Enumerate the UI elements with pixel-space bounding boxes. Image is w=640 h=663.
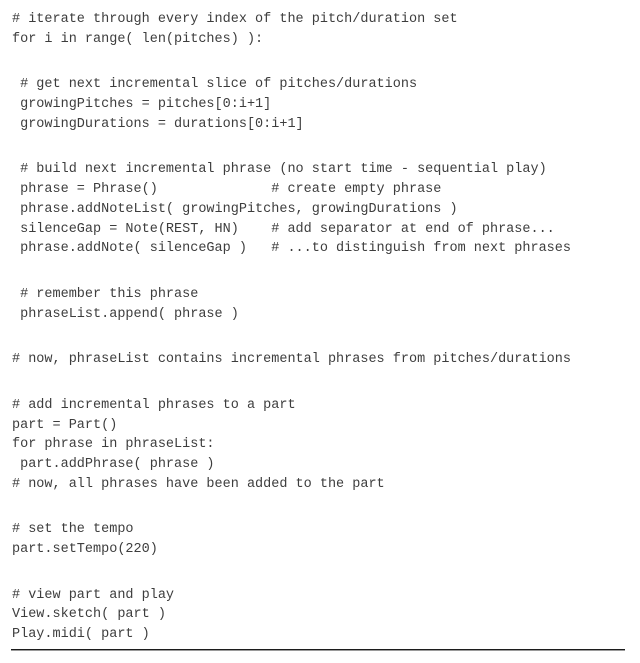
bottom-divider-rule [11,649,625,651]
code-block-incremental-slice [12,75,640,134]
code-line: part = Part() [12,417,118,433]
code-block-set-tempo [12,520,640,559]
code-block-iterate-loop [12,10,640,49]
code-line: # now, all phrases have been added to the part [12,476,385,492]
code-line: growingDurations = durations[0:i+1] [12,116,304,132]
code-line: part.addPhrase( phrase ) [12,457,215,472]
code-block-add-to-part [12,396,640,494]
code-block-remember-phrase [12,285,640,324]
code-block-view-and-play [12,586,640,645]
code-block-phraselist-comment [12,350,640,370]
code-line: View.sketch( part ) [12,607,166,623]
code-line: phrase.addNote( silenceGap ) # ...to distinguish from next phrases [12,241,571,257]
code-line: # iterate through every index of the pitch/duration set [12,12,458,27]
code-line: # build next incremental phrase (no start time - sequential play) [12,162,547,178]
code-block-build-phrase [12,160,640,258]
code-line: phraseList.append( phrase ) [12,306,239,322]
code-line: # remember this phrase [12,286,199,302]
code-line: Play.midi( part ) [12,627,150,643]
code-line: # set the tempo [12,522,134,538]
code-line: # now, phraseList contains incremental phrases from pitches/durations [12,352,571,368]
code-line: # add incremental phrases to a part [12,397,296,413]
code-line: # view part and play [12,587,175,603]
code-line: for phrase in phraseList: [12,437,215,453]
code-line: part.setTempo(220) [12,542,158,558]
code-line: phrase = Phrase() # create empty phrase [12,182,442,198]
code-line: silenceGap = Note(REST, HN) # add separator at end of phrase... [12,221,555,237]
code-line: for i in range( len(pitches) ): [12,31,264,47]
code-line: # get next incremental slice of pitches/durations [12,77,418,93]
code-line: phrase.addNoteList( growingPitches, growingDurations ) [12,201,458,217]
code-line: growingPitches = pitches[0:i+1] [12,97,272,113]
